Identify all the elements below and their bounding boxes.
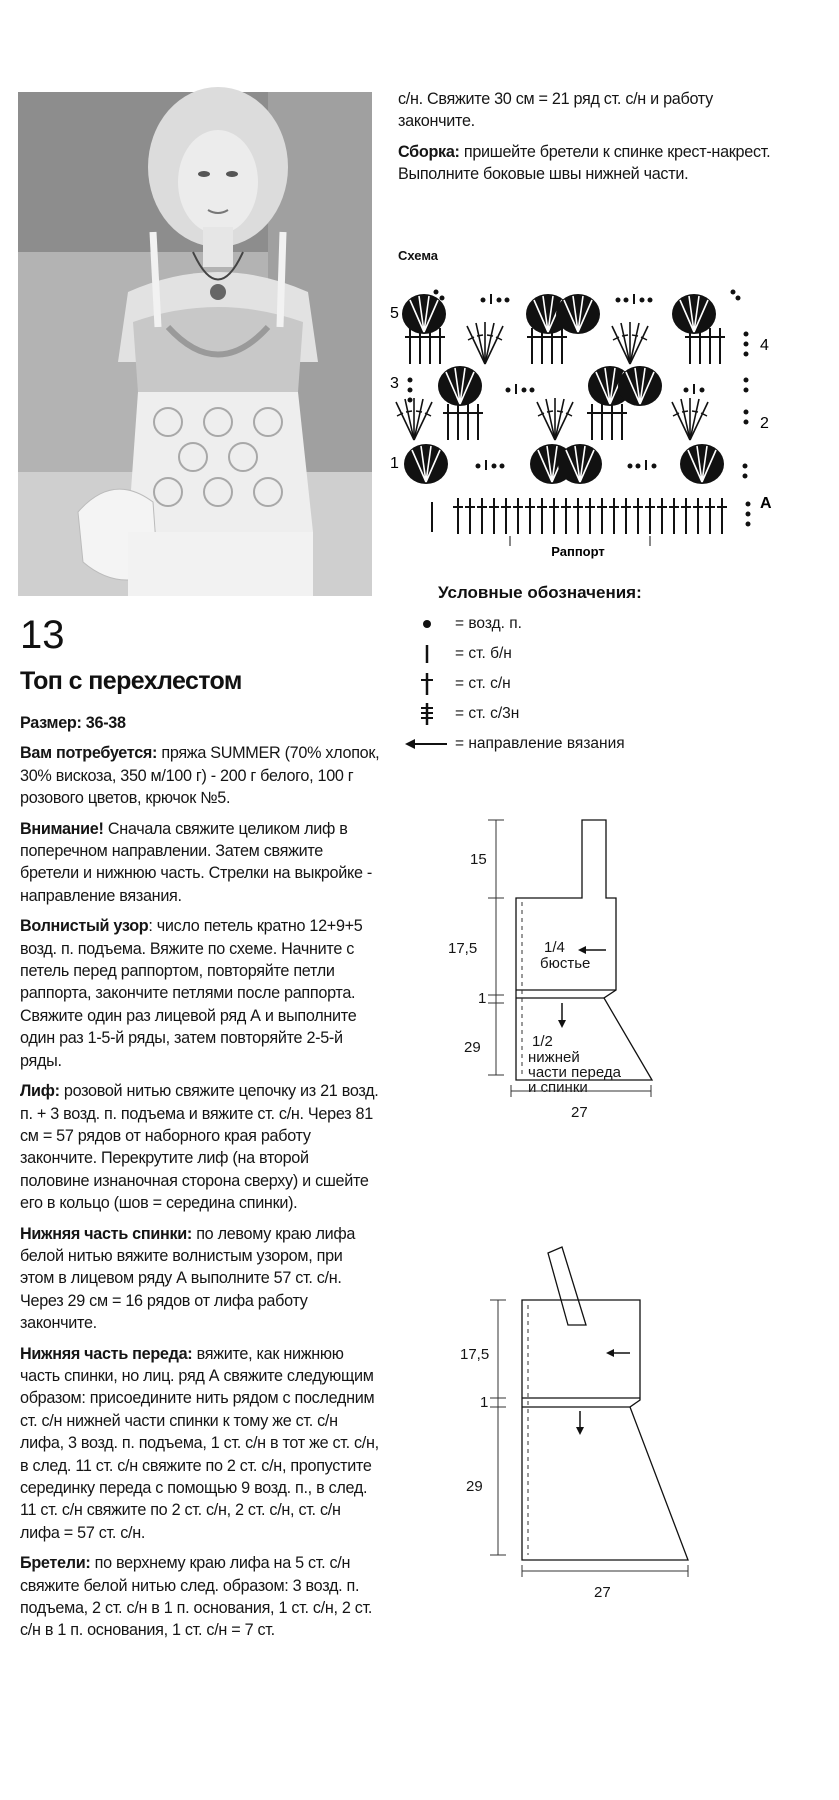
chart-row-1 bbox=[404, 444, 748, 484]
attention-text: Сначала свяжите целиком лиф в поперечном направлении. Затем свяжите бретели и нижнюю часть. Стрелки на выкройке - направление вязания. bbox=[20, 819, 372, 905]
attention-paragraph bbox=[20, 818, 380, 908]
schema-row-label-a: A bbox=[760, 495, 772, 512]
legend-text-double-crochet: = ст. с/н bbox=[455, 675, 511, 692]
front-lower-label: Нижняя часть переда: bbox=[20, 1344, 193, 1363]
model-photo bbox=[18, 92, 372, 596]
dim-width-front: 27 bbox=[571, 1104, 588, 1121]
instructions-right-column bbox=[398, 88, 778, 194]
bodice-paragraph bbox=[20, 1080, 380, 1214]
legend-item-double-crochet bbox=[403, 672, 763, 696]
dim-width-back: 27 bbox=[594, 1584, 611, 1601]
back-lower-label: Нижняя часть спинки: bbox=[20, 1224, 193, 1243]
attention-label: Внимание! bbox=[20, 819, 104, 838]
materials-label: Вам потребуется: bbox=[20, 744, 158, 763]
pattern-number: 13 bbox=[20, 613, 65, 657]
chart-row-5 bbox=[402, 290, 741, 335]
legend-item-triple-crochet bbox=[403, 702, 763, 726]
dim-lower-height: 29 bbox=[464, 1039, 481, 1056]
schema-row-label-4: 4 bbox=[760, 337, 769, 354]
legend-title: Условные обозначения: bbox=[438, 583, 642, 602]
legend-item-chain bbox=[403, 612, 763, 636]
repeat-label: Раппорт bbox=[551, 544, 605, 559]
materials-text: пряжа SUMMER (70% хлопок, 30% вискоза, 350 м/100 г) - 200 г белого, 100 г розового цветов, крючок №5. bbox=[20, 744, 380, 808]
legend-text-chain: = возд. п. bbox=[455, 615, 522, 632]
chain-stitch-dot-icon bbox=[403, 612, 451, 636]
pattern-piece-front bbox=[448, 800, 688, 1100]
direction-arrow-icon bbox=[403, 732, 451, 756]
bust-label-fraction: 1/4 bbox=[544, 939, 565, 956]
chart-row-2 bbox=[396, 398, 749, 440]
bust-label-text: бюстье bbox=[540, 955, 591, 972]
legend-item-direction bbox=[403, 732, 763, 756]
model-photo-drawing bbox=[18, 92, 372, 596]
wavy-pattern-text: : число петель кратно 12+9+5 возд. п. подъема. Вяжите по схеме. Начните с петель перед раппортом, повторяйте петли раппорта, закончите петлями после раппорта. Свяжите один раз лицевой ряд А и выполните один раз 1-5-й ряды, затем повторяйте 2-5-й ряды. bbox=[20, 917, 363, 1070]
lower-label-line-4: и спинки bbox=[528, 1079, 588, 1096]
assembly-label: Сборка: bbox=[398, 142, 460, 161]
schema-row-label-3: 3 bbox=[390, 375, 399, 392]
back-lower-text: по левому краю лифа белой нитью вяжите волнистым узором, при этом в лицевом ряду А выполните 57 ст. с/н. Через 29 см = 16 рядов от лифа работу закончите. bbox=[20, 1224, 356, 1333]
lower-label-fraction: 1/2 bbox=[532, 1033, 553, 1050]
front-lower-text: вяжите, как нижнюю часть спинки, но лиц. ряд А свяжите следующим образом: присоедините нить рядом с последним ст. с/н нижней части спинки к тому же ст. с/н лифа, 3 возд. п. подъема, 1 ст. с/н в тот же ст. с/н, в след. 11 ст. с/н свяжите по 2 ст. с/н, пропустите серединку переда с помощью 9 возд. п., в след. 11 ст. с/н свяжите по 2 ст. с/н, 2 ст. с/н, ст. с/н лифа = 57 ст. с/н. bbox=[20, 1344, 379, 1542]
assembly-text: пришейте бретели к спинке крест-накрест. Выполните боковые швы нижней части. bbox=[398, 142, 771, 184]
dim-back-band-height: 1 bbox=[480, 1394, 489, 1411]
pattern-front-width-dimension bbox=[505, 1085, 665, 1125]
schema-row-label-2: 2 bbox=[760, 415, 769, 432]
front-lower-paragraph bbox=[20, 1343, 380, 1545]
schema-label: Схема bbox=[398, 248, 439, 263]
legend-text-single-crochet: = ст. б/н bbox=[455, 645, 512, 662]
legend-text-triple-crochet: = ст. с/3н bbox=[455, 705, 520, 722]
schema-row-label-5: 5 bbox=[390, 305, 399, 322]
double-crochet-cross-icon bbox=[403, 672, 451, 696]
size-value: 36-38 bbox=[85, 714, 126, 732]
wavy-pattern-paragraph bbox=[20, 915, 380, 1072]
wavy-pattern-label: Волнистый узор bbox=[20, 917, 149, 936]
straps-continued: с/н. Свяжите 30 см = 21 ряд ст. с/н и работу закончите. bbox=[398, 90, 713, 131]
legend-text-direction: = направление вязания bbox=[455, 735, 625, 752]
instructions-left-column bbox=[20, 712, 380, 1650]
dim-back-lower-height: 29 bbox=[466, 1478, 483, 1495]
straps-label: Бретели: bbox=[20, 1554, 91, 1573]
dim-bust-height: 17,5 bbox=[448, 940, 478, 957]
dim-back-bust-height: 17,5 bbox=[460, 1346, 490, 1363]
single-crochet-bar-icon bbox=[403, 642, 451, 666]
lower-label-line-3: части переда bbox=[528, 1064, 621, 1081]
crochet-chart bbox=[390, 270, 790, 565]
dim-band-height: 1 bbox=[478, 990, 487, 1007]
back-lower-paragraph bbox=[20, 1223, 380, 1335]
chart-row-a bbox=[432, 498, 751, 534]
page-title: Топ с перехлестом bbox=[20, 667, 242, 695]
size-paragraph bbox=[20, 712, 380, 734]
schema-row-label-1: 1 bbox=[390, 455, 399, 472]
triple-crochet-cross-icon bbox=[403, 702, 451, 726]
legend-item-single-crochet bbox=[403, 642, 763, 666]
chart-row-3 bbox=[408, 366, 749, 406]
straps-paragraph bbox=[20, 1552, 380, 1642]
size-label: Размер: bbox=[20, 714, 82, 732]
bodice-label: Лиф: bbox=[20, 1082, 60, 1101]
straps-text: по верхнему краю лифа на 5 ст. с/н свяжите белой нитью след. образом: 3 возд. п. подъема, 2 ст. с/н в 1 п. основания, 1 ст. с/н, 2 ст. с/н в 1 п. основания, 1 ст. с/н = 7 ст. bbox=[20, 1554, 373, 1640]
assembly-paragraph bbox=[398, 141, 778, 186]
bodice-text: розовой нитью свяжите цепочку из 21 возд. п. + 3 возд. п. подъема и вяжите ст. с/н. Через 81 см = 57 рядов от наборного края работу закончите. Перекрутите лиф (на второй половине изнаночная сторона сверху) и сшейте его в кольцо (шов = середина спинки). bbox=[20, 1082, 379, 1213]
materials-paragraph bbox=[20, 742, 380, 809]
lower-label-line-2: нижней bbox=[528, 1049, 580, 1066]
pattern-back-width-dimension bbox=[518, 1565, 698, 1605]
dim-strap-height: 15 bbox=[470, 851, 487, 868]
pattern-piece-back bbox=[460, 1225, 710, 1585]
